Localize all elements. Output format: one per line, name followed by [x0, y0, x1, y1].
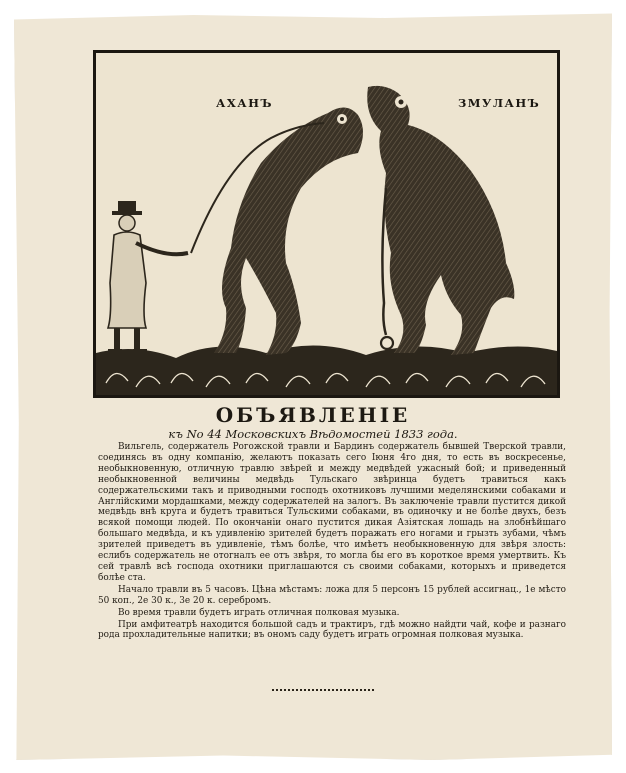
- left-bear: [214, 107, 363, 355]
- handler-figure: [108, 201, 188, 353]
- announcement-subtitle: къ No 44 Московскихъ Вѣдомостей 1833 года.: [168, 427, 458, 441]
- dotted-rule: [272, 689, 374, 694]
- paragraph-music: Во время травли будетъ играть отличная полковая музыка.: [118, 607, 400, 618]
- woodcut-illustration: [93, 50, 560, 398]
- announcement-body: [98, 442, 566, 642]
- chain: [382, 188, 386, 335]
- paragraph-prices: Начало травли въ 5 часовъ. Цѣна мѣстамъ: ложа для 5 персонъ 15 рублей ассигнац., 1е мѣсто 50 коп., 2е 30 к., 3е 20 к. серебромъ.: [98, 584, 566, 606]
- announcement-title: ОБЪЯВЛЕНIЕ: [215, 403, 411, 427]
- paragraph-garden: При амфитеатрѣ находится большой садъ и трактиръ, гдѣ можно найдти чай, кофе и разнаго рода прохладительные напитки; въ ономъ саду будетъ играть огромная полковая музыка.: [98, 619, 566, 641]
- right-bear: [367, 86, 514, 355]
- paragraph-main: Вильгель, содержатель Рогожской травли и Бардинъ содержатель бывшей Тверской травли, соединясь въ одну компанiю, желаютъ показать сего Iюня 4го дня, то есть въ воскресенье, необыкновенную, отличную травлю звѣрей и между медвѣдей ужасный бой; и приведенный необыкновенной величины медвѣдь Тульскаго звѣринца будетъ травиться какъ содержательскими такъ и приводными господъ охотниковъ лучшими меделянскими собаками и Англiйскими мордашками, между содержателей на залогъ. Въ заключенiе травли пустится дикой медвѣдь внѣ круга и будетъ травиться Тульскими собаками, въ одиночку и не болѣе двухъ, безъ всякой помощи людей. По окончанiи онаго пустится дикая Азiятская лошадь на злобнѣйшаго большаго медвѣда, и къ удивленiю зрителей будетъ поражать его ногами и грызть зубами, чѣмъ зрителей приведетъ въ удивленiе, тѣмъ болѣе, что имѣетъ необыкновенную для звѣря злость: еслибъ содержатель не отогналъ ее отъ звѣря, то могла бы его въ короткое время умертвить. Къ сей травлѣ всѣ господа охотники приглашаются съ своими собаками, которыхъ и приведется болѣе ста.: [98, 442, 566, 583]
- left-bear-name: АХАНЪ: [216, 96, 274, 110]
- ground: [96, 345, 557, 395]
- right-bear-name: ЗМУЛАНЪ: [458, 96, 541, 110]
